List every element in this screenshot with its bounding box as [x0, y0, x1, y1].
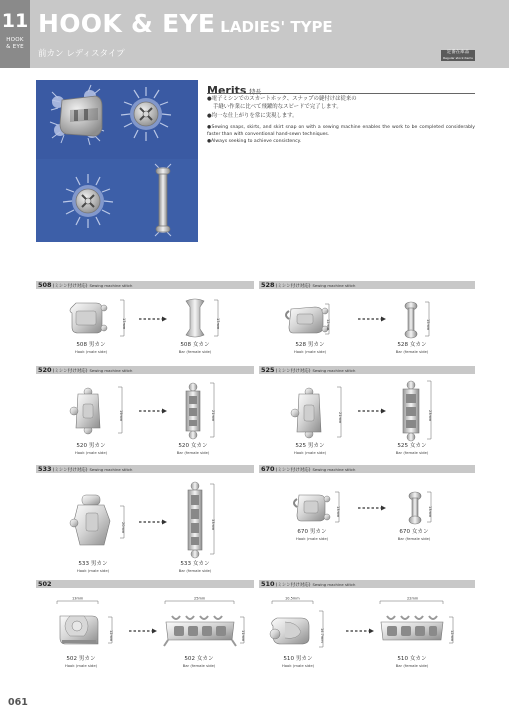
- bar-508-illustration: [180, 297, 210, 341]
- hook-name-en: Hook (male side): [281, 663, 315, 668]
- dim-hook-520: 19mm: [119, 410, 123, 422]
- hook-label: [275, 443, 345, 455]
- bar-name-en: Bar (female side): [178, 349, 212, 354]
- bar-label: [377, 656, 447, 668]
- dim-hook-w-502: 13mm: [72, 596, 84, 601]
- hook-label: [56, 443, 126, 455]
- dim-line: [164, 596, 236, 606]
- hook-670-illustration: [293, 491, 333, 525]
- bar-name: 510 女カン: [397, 656, 427, 662]
- product-note-jp: (ミシン付け対応): [52, 369, 88, 374]
- hook-502-illustration: [56, 610, 106, 650]
- product-note-jp: (ミシン付け対応): [275, 369, 311, 374]
- dim-bar-533: 33mm: [211, 519, 215, 531]
- hook-label: [56, 342, 126, 354]
- title-main: HOOK & EYE: [38, 9, 216, 38]
- bar-name-en: Bar (female side): [395, 349, 429, 354]
- product-code: 508: [38, 281, 52, 289]
- hook-label: [277, 529, 347, 541]
- bar-528-illustration: [399, 301, 423, 339]
- dim-line: [116, 386, 128, 436]
- merit-en-2: ●Always seeking to achieve consistency.: [207, 138, 302, 144]
- dim-hook-508: 17mm: [122, 318, 126, 330]
- dim-line: [425, 491, 437, 525]
- page-header: [0, 0, 509, 68]
- arrow-dashed: [138, 519, 168, 525]
- bar-name-en: Bar (female side): [176, 450, 210, 455]
- bar-label: [379, 529, 449, 541]
- dim-hook-533: 20mm: [121, 522, 125, 534]
- sewn-bar-illustration: [36, 159, 198, 242]
- merits-divider: [207, 93, 475, 94]
- dim-line: [106, 616, 118, 646]
- page-title: [38, 9, 333, 38]
- product-header: [36, 580, 254, 588]
- dim-line: [333, 491, 345, 525]
- dim-line: [212, 299, 224, 339]
- bar-533-illustration: [184, 481, 206, 559]
- merit-en-1: ●Sewing snaps, skirts, and skirt snap on with a sewing machine enables the work to be completed considerably faster than with conventional hand-sewn techniques.: [207, 125, 475, 137]
- hook-name: 508 男カン: [76, 342, 106, 348]
- bar-label: [164, 656, 234, 668]
- hook-label: [275, 342, 345, 354]
- merits-title-jp: 特長: [249, 89, 262, 96]
- dim-bar-502: 11mm: [241, 630, 245, 642]
- bar-name: 533 女カン: [180, 561, 210, 567]
- product-note-jp: (ミシン付け対応): [275, 468, 311, 473]
- chapter-tab: [0, 0, 30, 68]
- bar-502-illustration: [162, 614, 238, 648]
- bar-name: 670 女カン: [399, 529, 429, 535]
- product-note-en: Sewing machine stitch: [312, 467, 356, 472]
- dim-hook-502: 12mm: [109, 630, 113, 642]
- hook-name-en: Hook (male side): [76, 568, 110, 573]
- page-number: 061: [8, 697, 28, 708]
- dim-bar-510: 12mm: [450, 630, 454, 642]
- bar-name-en: Bar (female side): [397, 536, 431, 541]
- dim-line: [56, 596, 100, 606]
- bar-670-illustration: [403, 491, 427, 525]
- bar-name-en: Bar (female side): [178, 568, 212, 573]
- product-note-en: Sewing machine stitch: [89, 368, 133, 373]
- dim-line: [271, 596, 315, 606]
- product-note-jp: (ミシン付け対応): [52, 284, 88, 289]
- bar-520-illustration: [182, 382, 204, 440]
- hook-525-illustration: [287, 386, 335, 440]
- dim-line: [335, 386, 347, 440]
- bar-name-en: Bar (female side): [182, 663, 216, 668]
- merits-title-en: Merits: [207, 84, 247, 97]
- bar-name-en: Bar (female side): [395, 450, 429, 455]
- dim-hook-510: 14.7mm: [320, 628, 324, 643]
- hook-name: 502 男カン: [66, 656, 96, 662]
- product-code: 520: [38, 366, 52, 374]
- arrow-dashed: [138, 408, 168, 414]
- dim-line: [208, 483, 220, 557]
- bar-510-illustration: [377, 614, 447, 648]
- dim-line: [379, 596, 445, 606]
- hook-name-en: Hook (male side): [295, 536, 329, 541]
- dim-hook-670: 13mm: [336, 506, 340, 518]
- product-code: 510: [261, 580, 275, 588]
- product-note-jp: (ミシン付け対応): [275, 583, 311, 588]
- bar-name: 528 女カン: [397, 342, 427, 348]
- hook-name: 528 男カン: [295, 342, 325, 348]
- bar-name: 525 女カン: [397, 443, 427, 449]
- product-code: 533: [38, 465, 52, 473]
- merit-jp-2: ●均一な仕上がりを常に実現します。: [207, 112, 298, 119]
- bar-label: [377, 342, 447, 354]
- bar-label: [160, 342, 230, 354]
- hook-520-illustration: [66, 386, 114, 436]
- product-note-en: Sewing machine stitch: [312, 582, 356, 587]
- stock-badge: [441, 50, 475, 61]
- bar-525-illustration: [399, 380, 423, 442]
- hook-label: [46, 656, 116, 668]
- dim-bar-670: 13mm: [428, 506, 432, 518]
- dim-bar-w-510: 22mm: [407, 596, 419, 601]
- product-cell-533: [36, 465, 254, 577]
- hook-name-en: Hook (male side): [74, 349, 108, 354]
- dim-hook-528: 12mm: [326, 319, 330, 331]
- product-header: [259, 465, 475, 473]
- dim-bar-508: 17mm: [216, 318, 220, 330]
- merit-jp-1a: ●電子ミシンでのスカートホック、スナップの縫付けは従来の: [207, 96, 357, 102]
- dim-hook-525: 21mm: [338, 412, 342, 424]
- arrow-dashed: [138, 316, 168, 322]
- hook-508-illustration: [66, 299, 116, 339]
- sewn-hook-illustration: [36, 80, 198, 159]
- hook-name: 533 男カン: [78, 561, 108, 567]
- product-header: [259, 580, 475, 588]
- product-note-en: Sewing machine stitch: [312, 283, 356, 288]
- dim-line: [423, 301, 435, 339]
- product-header: [36, 281, 254, 289]
- title-jp: 前カン レディスタイプ: [38, 49, 125, 59]
- bar-name-en: Bar (female side): [395, 663, 429, 668]
- hook-name: 525 男カン: [295, 443, 325, 449]
- product-header: [259, 281, 475, 289]
- dim-hook-w-510: 10.5mm: [285, 596, 300, 601]
- dim-line: [118, 299, 130, 339]
- product-header: [259, 366, 475, 374]
- product-note-en: Sewing machine stitch: [89, 467, 133, 472]
- hook-label: [263, 656, 333, 668]
- dim-bar-528: 15mm: [426, 319, 430, 331]
- dim-line: [323, 303, 335, 337]
- dim-bar-520: 21mm: [211, 410, 215, 422]
- dim-line: [317, 610, 329, 650]
- dim-line: [208, 382, 220, 440]
- hook-name: 520 男カン: [76, 443, 106, 449]
- product-code: 670: [261, 465, 275, 473]
- product-cell-670: [259, 465, 475, 577]
- product-photo-sewn-hook: [36, 80, 198, 159]
- arrow-dashed: [345, 628, 375, 634]
- hook-name: 510 男カン: [283, 656, 313, 662]
- hook-label: [58, 561, 128, 573]
- bar-label: [377, 443, 447, 455]
- product-cell-502: [36, 580, 254, 686]
- product-cell-525: [259, 366, 475, 462]
- hook-name-en: Hook (male side): [293, 450, 327, 455]
- arrow-dashed: [357, 505, 387, 511]
- hook-510-illustration: [267, 610, 317, 650]
- arrow-dashed: [357, 316, 387, 322]
- bar-name: 520 女カン: [178, 443, 208, 449]
- merit-jp-1b: 手縫い作業に比べて飛躍的なスピードで完了します。: [213, 104, 342, 111]
- product-note-en: Sewing machine stitch: [312, 368, 356, 373]
- dim-line: [425, 380, 437, 442]
- product-code: 502: [38, 580, 52, 588]
- dim-bar-525: 23mm: [428, 410, 432, 422]
- product-header: [36, 465, 254, 473]
- product-note-en: Sewing machine stitch: [89, 283, 133, 288]
- badge-jp: 定番在庫品: [446, 50, 470, 55]
- hook-name-en: Hook (male side): [293, 349, 327, 354]
- hook-name-en: Hook (male side): [64, 663, 98, 668]
- merits-en-text: [207, 125, 475, 145]
- product-code: 528: [261, 281, 275, 289]
- chapter-number: 11: [1, 10, 29, 32]
- product-cell-520: [36, 366, 254, 462]
- dim-line: [118, 505, 130, 541]
- title-type: LADIES' TYPE: [220, 18, 333, 36]
- merits-jp-text: [207, 95, 475, 120]
- hook-name-en: Hook (male side): [74, 450, 108, 455]
- arrow-dashed: [357, 408, 387, 414]
- product-cell-528: [259, 281, 475, 365]
- product-note-jp: (ミシン付け対応): [275, 284, 311, 289]
- product-note-jp: (ミシン付け対応): [52, 468, 88, 473]
- product-cell-510: [259, 580, 475, 686]
- bar-label: [158, 443, 228, 455]
- chapter-label-2: & EYE: [6, 44, 24, 50]
- bar-name: 502 女カン: [184, 656, 214, 662]
- product-header: [36, 366, 254, 374]
- chapter-label-1: HOOK: [6, 37, 24, 43]
- bar-name: 508 女カン: [180, 342, 210, 348]
- product-cell-508: [36, 281, 254, 365]
- badge-en: Regular stock items: [443, 56, 473, 60]
- product-code: 525: [261, 366, 275, 374]
- dim-bar-w-502: 25mm: [194, 596, 206, 601]
- dim-line: [447, 616, 459, 646]
- dim-line: [238, 616, 250, 646]
- arrow-dashed: [128, 628, 158, 634]
- hook-name: 670 男カン: [297, 529, 327, 535]
- bar-label: [160, 561, 230, 573]
- hook-533-illustration: [70, 491, 118, 553]
- product-photo-sewn-bar: [36, 159, 198, 242]
